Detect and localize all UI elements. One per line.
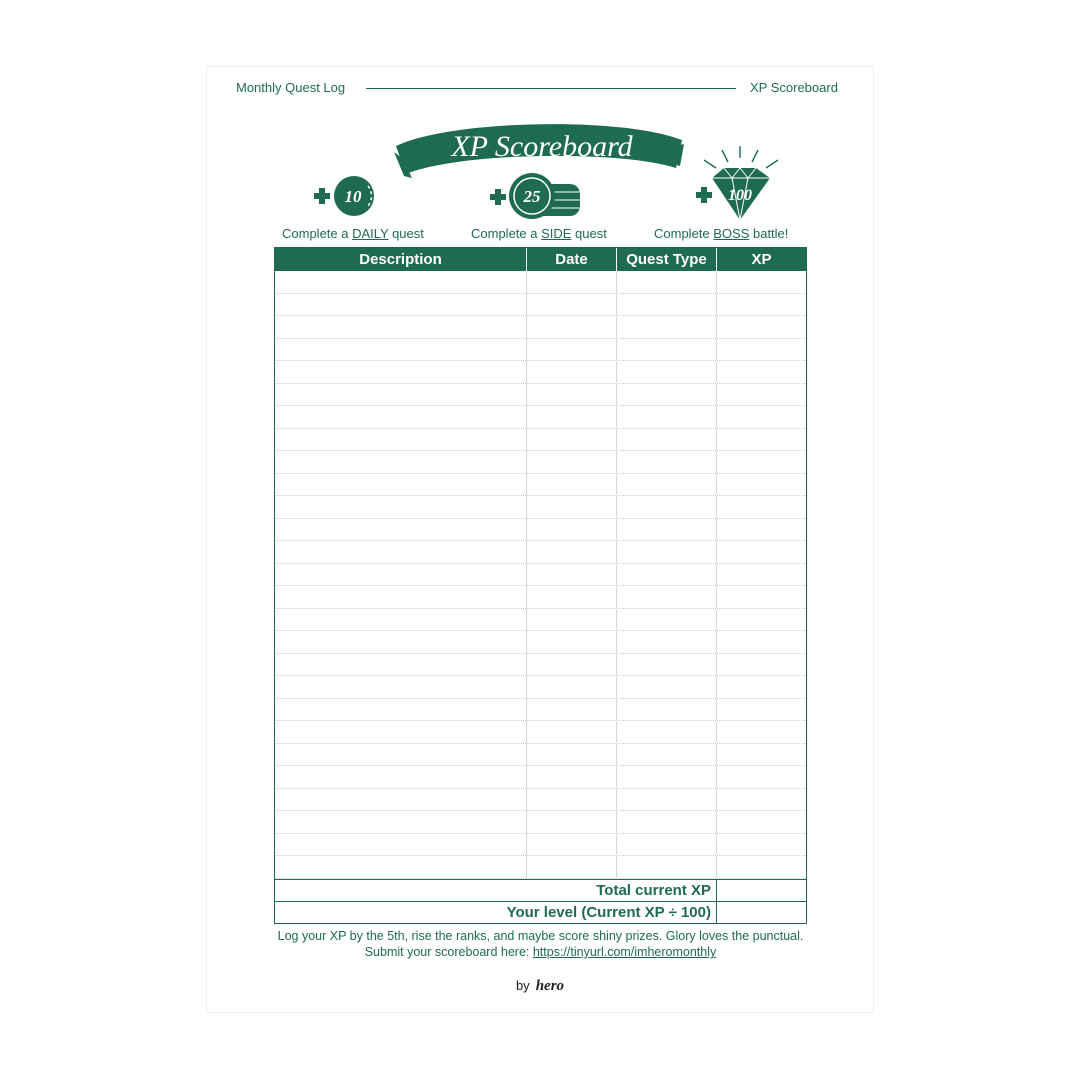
quest-type-cell[interactable] (617, 721, 717, 743)
description-cell[interactable] (275, 609, 527, 631)
xp-cell[interactable] (717, 834, 806, 856)
banner-title: XP Scoreboard (451, 130, 633, 163)
table-row (275, 429, 806, 452)
quest-type-cell[interactable] (617, 541, 717, 563)
table-row (275, 834, 806, 857)
description-cell[interactable] (275, 744, 527, 766)
table-row (275, 474, 806, 497)
description-cell[interactable] (275, 676, 527, 698)
table-row (275, 744, 806, 767)
date-cell[interactable] (527, 541, 617, 563)
description-cell[interactable] (275, 361, 527, 383)
date-cell[interactable] (527, 609, 617, 631)
table-row (275, 339, 806, 362)
description-cell[interactable] (275, 339, 527, 361)
xp-cell[interactable] (717, 721, 806, 743)
table-row (275, 384, 806, 407)
xp-cell[interactable] (717, 519, 806, 541)
header-right-title: XP Scoreboard (750, 80, 838, 95)
table-row (275, 361, 806, 384)
xp-cell[interactable] (717, 699, 806, 721)
xp-cell[interactable] (717, 294, 806, 316)
date-cell[interactable] (527, 271, 617, 293)
xp-cell[interactable] (717, 631, 806, 653)
date-cell[interactable] (527, 586, 617, 608)
table-row (275, 496, 806, 519)
quest-type-cell[interactable] (617, 271, 717, 293)
table-row (275, 699, 806, 722)
date-cell[interactable] (527, 406, 617, 428)
description-cell[interactable] (275, 316, 527, 338)
quest-type-cell[interactable] (617, 811, 717, 833)
date-cell[interactable] (527, 699, 617, 721)
xp-cell[interactable] (717, 676, 806, 698)
table-row (275, 451, 806, 474)
coin-stack-icon (486, 170, 586, 222)
quest-type-cell[interactable] (617, 564, 717, 586)
xp-cell[interactable] (717, 361, 806, 383)
level-label: Your level (Current XP ÷ 100) (275, 902, 717, 923)
date-cell[interactable] (527, 631, 617, 653)
xp-cell[interactable] (717, 339, 806, 361)
quest-type-cell[interactable] (617, 339, 717, 361)
quest-type-cell[interactable] (617, 474, 717, 496)
table-row (275, 541, 806, 564)
table-row (275, 294, 806, 317)
caption-boss: Complete BOSS battle! (654, 226, 789, 241)
total-xp-row (275, 879, 806, 901)
table-row (275, 316, 806, 339)
date-cell[interactable] (527, 294, 617, 316)
description-cell[interactable] (275, 519, 527, 541)
description-cell[interactable] (275, 564, 527, 586)
table-row (275, 631, 806, 654)
date-cell[interactable] (527, 721, 617, 743)
description-cell[interactable] (275, 834, 527, 856)
quest-type-cell[interactable] (617, 766, 717, 788)
xp-cell[interactable] (717, 766, 806, 788)
quest-type-cell[interactable] (617, 406, 717, 428)
table-row (275, 654, 806, 677)
xp-cell[interactable] (717, 451, 806, 473)
xp-cell[interactable] (717, 564, 806, 586)
quest-type-cell[interactable] (617, 834, 717, 856)
description-cell[interactable] (275, 789, 527, 811)
description-cell[interactable] (275, 406, 527, 428)
date-cell[interactable] (527, 451, 617, 473)
quest-type-cell[interactable] (617, 586, 717, 608)
xp-cell[interactable] (717, 856, 806, 878)
quest-type-cell[interactable] (617, 744, 717, 766)
level-row (275, 901, 806, 923)
table-row (275, 721, 806, 744)
quest-type-cell[interactable] (617, 609, 717, 631)
date-cell[interactable] (527, 496, 617, 518)
description-cell[interactable] (275, 586, 527, 608)
date-cell[interactable] (527, 834, 617, 856)
column-header-description: Description (275, 248, 527, 271)
quest-type-cell[interactable] (617, 654, 717, 676)
header-left-title: Monthly Quest Log (236, 80, 346, 95)
description-cell[interactable] (275, 474, 527, 496)
description-cell[interactable] (275, 451, 527, 473)
table-row (275, 856, 806, 879)
xp-cell[interactable] (717, 474, 806, 496)
quest-type-cell[interactable] (617, 856, 717, 878)
quest-type-cell[interactable] (617, 451, 717, 473)
caption-daily: Complete a DAILY quest (282, 226, 424, 241)
xp-cell[interactable] (717, 384, 806, 406)
description-cell[interactable] (275, 766, 527, 788)
xp-cell[interactable] (717, 586, 806, 608)
submission-note: Log your XP by the 5th, rise the ranks, and maybe score shiny prizes. Glory loves the punctual. Submit your scoreboard here: https://tinyurl.com/imheromonthly (277, 929, 804, 959)
xp-cell[interactable] (717, 744, 806, 766)
description-cell[interactable] (275, 294, 527, 316)
table-row (275, 766, 806, 789)
description-cell[interactable] (275, 721, 527, 743)
quest-type-cell[interactable] (617, 294, 717, 316)
table-body (275, 271, 806, 879)
table-row (275, 609, 806, 632)
column-header-date: Date (527, 248, 617, 271)
xp-cell[interactable] (717, 609, 806, 631)
quest-type-cell[interactable] (617, 676, 717, 698)
description-cell[interactable] (275, 384, 527, 406)
table-row (275, 586, 806, 609)
date-cell[interactable] (527, 519, 617, 541)
description-cell[interactable] (275, 271, 527, 293)
quest-type-cell[interactable] (617, 496, 717, 518)
quest-type-cell[interactable] (617, 429, 717, 451)
description-cell[interactable] (275, 811, 527, 833)
table-row (275, 564, 806, 587)
table-row (275, 519, 806, 542)
footer-credit: by hero (515, 978, 565, 994)
total-xp-field[interactable] (717, 880, 806, 901)
xp-cell[interactable] (717, 789, 806, 811)
description-cell[interactable] (275, 654, 527, 676)
quest-type-cell[interactable] (617, 631, 717, 653)
level-field[interactable] (717, 902, 806, 923)
table-row (275, 271, 806, 294)
date-cell[interactable] (527, 361, 617, 383)
xp-cell[interactable] (717, 541, 806, 563)
description-cell[interactable] (275, 631, 527, 653)
description-cell[interactable] (275, 429, 527, 451)
quest-type-cell[interactable] (617, 699, 717, 721)
xp-cell[interactable] (717, 654, 806, 676)
description-cell[interactable] (275, 699, 527, 721)
date-cell[interactable] (527, 811, 617, 833)
table-row (275, 676, 806, 699)
quest-type-cell[interactable] (617, 519, 717, 541)
table-row (275, 811, 806, 834)
table-row (275, 406, 806, 429)
diamond-icon (692, 144, 782, 224)
xp-log-table (274, 247, 807, 924)
xp-cell[interactable] (717, 316, 806, 338)
date-cell[interactable] (527, 429, 617, 451)
date-cell[interactable] (527, 856, 617, 878)
date-cell[interactable] (527, 789, 617, 811)
quest-type-cell[interactable] (617, 316, 717, 338)
table-row (275, 789, 806, 812)
date-cell[interactable] (527, 316, 617, 338)
description-cell[interactable] (275, 541, 527, 563)
reward-value-daily: 10 (344, 187, 362, 206)
description-cell[interactable] (275, 856, 527, 878)
header-divider (366, 88, 736, 89)
reward-value-side: 25 (523, 187, 541, 206)
quest-type-cell[interactable] (617, 384, 717, 406)
total-xp-label: Total current XP (275, 880, 717, 901)
column-header-quest-type: Quest Type (617, 248, 717, 271)
submission-link[interactable]: https://tinyurl.com/imheromonthly (532, 945, 717, 959)
xp-cell[interactable] (717, 429, 806, 451)
date-cell[interactable] (527, 564, 617, 586)
column-header-xp: XP (751, 251, 772, 268)
xp-cell[interactable] (717, 271, 806, 293)
xp-cell[interactable] (717, 811, 806, 833)
date-cell[interactable] (527, 474, 617, 496)
quest-type-cell[interactable] (617, 789, 717, 811)
reward-value-boss: 100 (728, 187, 752, 204)
date-cell[interactable] (527, 384, 617, 406)
quest-type-cell[interactable] (617, 361, 717, 383)
xp-cell[interactable] (717, 496, 806, 518)
date-cell[interactable] (527, 744, 617, 766)
description-cell[interactable] (275, 496, 527, 518)
date-cell[interactable] (527, 766, 617, 788)
hero-logo: hero (535, 978, 565, 994)
date-cell[interactable] (527, 676, 617, 698)
coin-icon (310, 174, 380, 220)
date-cell[interactable] (527, 654, 617, 676)
date-cell[interactable] (527, 339, 617, 361)
caption-side: Complete a SIDE quest (471, 226, 607, 241)
table-header-row (275, 248, 806, 271)
xp-cell[interactable] (717, 406, 806, 428)
